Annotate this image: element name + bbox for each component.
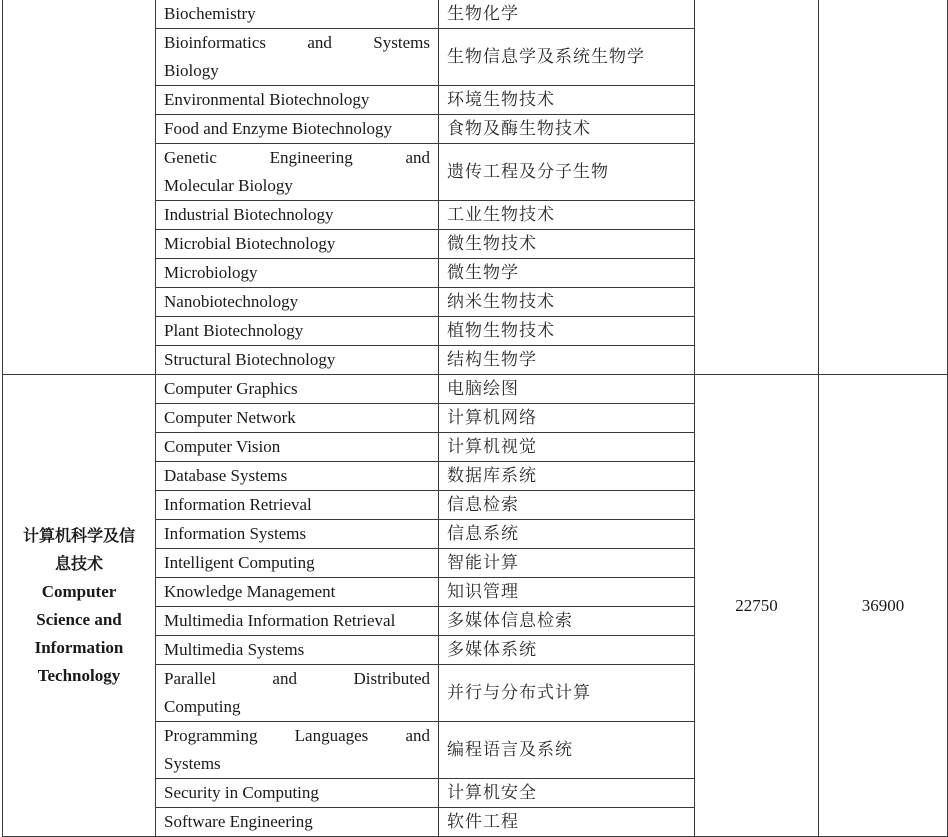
programme-en <box>156 144 439 201</box>
programme-en: Intelligent Computing <box>156 549 439 578</box>
programme-cn: 环境生物技术 <box>439 86 695 115</box>
programme-en: Nanobiotechnology <box>156 288 439 317</box>
category-en-line: Computer <box>41 581 117 601</box>
programme-en: Computer Graphics <box>156 375 439 404</box>
programme-en: Microbiology <box>156 259 439 288</box>
table-row <box>3 0 948 29</box>
programme-cn: 结构生物学 <box>439 346 695 375</box>
category-cell <box>3 0 156 375</box>
programme-cn: 信息检索 <box>439 491 695 520</box>
programme-en: Food and Enzyme Biotechnology <box>156 115 439 144</box>
programme-cn: 知识管理 <box>439 578 695 607</box>
programme-cn: 电脑绘图 <box>439 375 695 404</box>
programme-cn: 计算机安全 <box>439 779 695 808</box>
programme-en-line: Parallel and Distributed <box>164 669 430 688</box>
programme-cn: 计算机网络 <box>439 404 695 433</box>
programme-table <box>2 0 948 837</box>
programme-cn: 微生物技术 <box>439 230 695 259</box>
programme-cn: 多媒体系统 <box>439 636 695 665</box>
programme-cn: 数据库系统 <box>439 462 695 491</box>
programme-en: Plant Biotechnology <box>156 317 439 346</box>
programme-en-line: Programming Languages and <box>164 726 430 745</box>
programme-cn: 智能计算 <box>439 549 695 578</box>
programme-cn: 微生物学 <box>439 259 695 288</box>
programme-en-line: Computing <box>164 697 241 716</box>
programme-en-line: Systems <box>164 754 221 773</box>
category-cn-line: 计算机科学及信 <box>22 525 135 545</box>
programme-cn: 编程语言及系统 <box>439 722 695 779</box>
programme-cn: 纳米生物技术 <box>439 288 695 317</box>
programme-en: Database Systems <box>156 462 439 491</box>
programme-en: Knowledge Management <box>156 578 439 607</box>
programme-en: Microbial Biotechnology <box>156 230 439 259</box>
category-cn-line: 息技术 <box>54 553 103 573</box>
programme-cn: 工业生物技术 <box>439 201 695 230</box>
programme-en: Structural Biotechnology <box>156 346 439 375</box>
category-en-line: Technology <box>37 665 121 685</box>
programme-en <box>156 722 439 779</box>
fee-cell-2: 36900 <box>819 375 948 837</box>
programme-en: Industrial Biotechnology <box>156 201 439 230</box>
category-cell <box>3 375 156 837</box>
programme-cn: 信息系统 <box>439 520 695 549</box>
programme-cn: 遗传工程及分子生物 <box>439 144 695 201</box>
programme-en: Software Engineering <box>156 808 439 837</box>
programme-cn: 植物生物技术 <box>439 317 695 346</box>
programme-en-line: Molecular Biology <box>164 176 293 195</box>
programme-en: Information Systems <box>156 520 439 549</box>
programme-en: Security in Computing <box>156 779 439 808</box>
programme-en: Information Retrieval <box>156 491 439 520</box>
programme-en-line: Biology <box>164 61 219 80</box>
programme-en: Environmental Biotechnology <box>156 86 439 115</box>
table-row <box>3 375 948 404</box>
programme-cn: 生物信息学及系统生物学 <box>439 29 695 86</box>
fee-cell-2 <box>819 0 948 375</box>
programme-en <box>156 29 439 86</box>
programme-en-line: Bioinformatics and Systems <box>164 33 430 52</box>
category-en-line: Science and <box>36 609 122 629</box>
fee-cell-1: 22750 <box>695 375 819 837</box>
programme-en: Multimedia Systems <box>156 636 439 665</box>
programme-en: Computer Network <box>156 404 439 433</box>
programme-en-line: Genetic Engineering and <box>164 148 430 167</box>
programme-en: Multimedia Information Retrieval <box>156 607 439 636</box>
programme-cn: 生物化学 <box>439 0 695 29</box>
programme-en <box>156 665 439 722</box>
programme-cn: 多媒体信息检索 <box>439 607 695 636</box>
programme-en: Biochemistry <box>156 0 439 29</box>
fee-cell-1 <box>695 0 819 375</box>
programme-en: Computer Vision <box>156 433 439 462</box>
programme-cn: 计算机视觉 <box>439 433 695 462</box>
programme-cn: 食物及酶生物技术 <box>439 115 695 144</box>
programme-cn: 并行与分布式计算 <box>439 665 695 722</box>
programme-cn: 软件工程 <box>439 808 695 837</box>
category-en-line: Information <box>34 637 124 657</box>
